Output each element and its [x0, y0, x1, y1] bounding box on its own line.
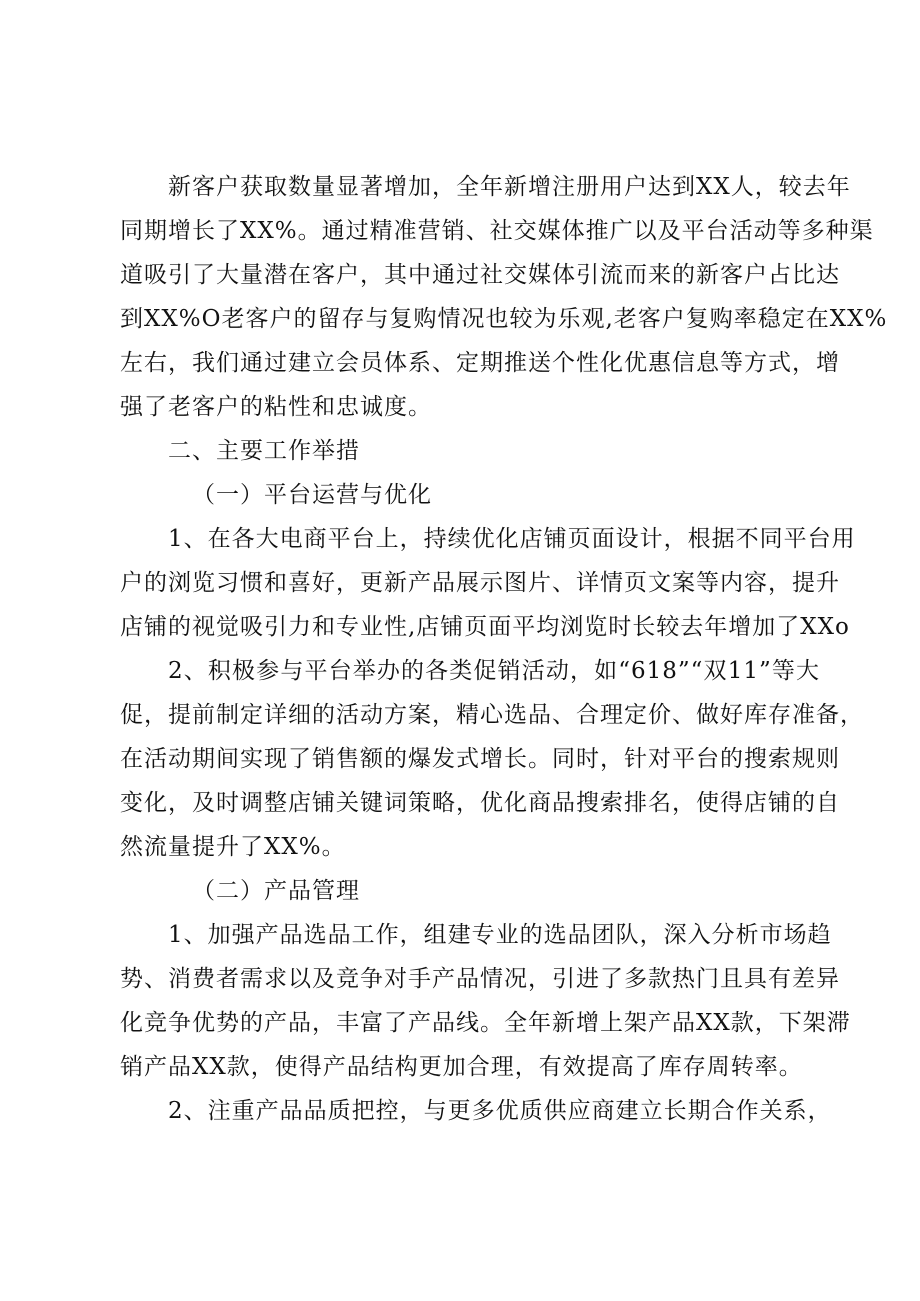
paragraph-line: 在活动期间实现了销售额的爆发式增长。同时，针对平台的搜索规则	[120, 746, 840, 772]
paragraph-line: 道吸引了大量潜在客户，其中通过社交媒体引流而来的新客户占比达	[120, 262, 840, 288]
paragraph-line: 户的浏览习惯和喜好，更新产品展示图片、详情页文案等内容，提升	[120, 570, 840, 596]
paragraph-line: 促，提前制定详细的活动方案，精心选品、合理定价、做好库存准备，	[120, 702, 864, 728]
paragraph-line: 1、加强产品选品工作，组建专业的选品团队，深入分析市场趋	[168, 922, 832, 948]
paragraph-line: 2、积极参与平台举办的各类促销活动，如“618”“双11”等大	[168, 658, 820, 684]
paragraph-line: 店铺的视觉吸引力和专业性,店铺页面平均浏览时长较去年增加了XXo	[120, 614, 850, 640]
paragraph-line: 2、注重产品品质把控，与更多优质供应商建立长期合作关系，	[168, 1098, 832, 1124]
paragraph-line: 新客户获取数量显著增加，全年新增注册用户达到XX人，较去年	[168, 174, 851, 200]
paragraph-line: 到XX%O老客户的留存与复购情况也较为乐观,老客户复购率稳定在XX%	[120, 306, 888, 332]
paragraph-line: 同期增长了XX%。通过精准营销、社交媒体推广以及平台活动等多种渠	[120, 218, 874, 244]
paragraph-line: 化竞争优势的产品，丰富了产品线。全年新增上架产品XX款，下架滞	[120, 1010, 851, 1036]
subsection-heading: （二）产品管理	[192, 878, 360, 904]
subsection-heading: （一）平台运营与优化	[192, 482, 432, 508]
paragraph-line: 势、消费者需求以及竞争对手产品情况，引进了多款热门且具有差异	[120, 966, 840, 992]
paragraph-line: 左右，我们通过建立会员体系、定期推送个性化优惠信息等方式，增	[120, 350, 840, 376]
paragraph-line: 强了老客户的粘性和忠诚度。	[120, 394, 432, 420]
paragraph-line: 然流量提升了XX%。	[120, 834, 346, 860]
paragraph-line: 1、在各大电商平台上，持续优化店铺页面设计，根据不同平台用	[168, 526, 856, 552]
section-heading: 二、主要工作举措	[168, 438, 360, 464]
paragraph-line: 销产品XX款，使得产品结构更加合理，有效提高了库存周转率。	[120, 1054, 803, 1080]
paragraph-line: 变化，及时调整店铺关键词策略，优化商品搜索排名，使得店铺的自	[120, 790, 840, 816]
